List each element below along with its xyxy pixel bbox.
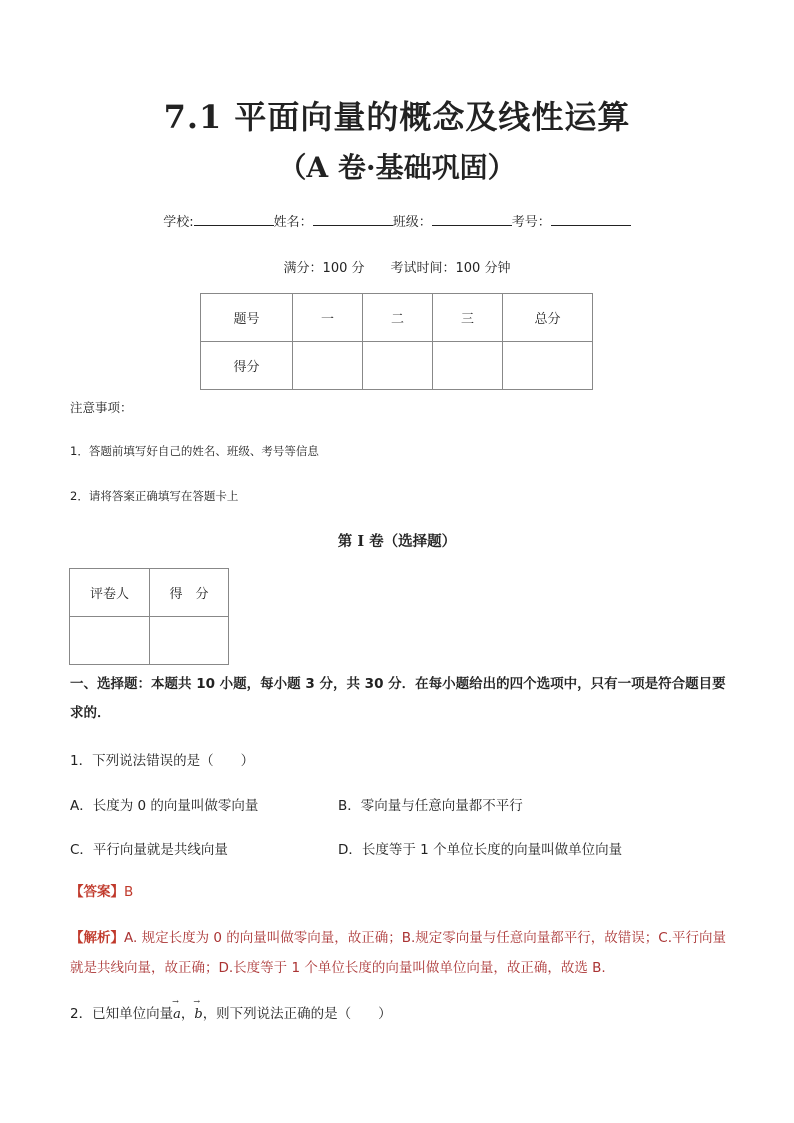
question-2-stem bbox=[70, 1002, 392, 1022]
vector-a: → a bbox=[173, 1007, 181, 1022]
grader-label: 评卷人 bbox=[70, 569, 150, 617]
class-field[interactable] bbox=[432, 212, 512, 226]
header-cell: 二 bbox=[363, 294, 433, 342]
option-c[interactable]: C．平行向量就是共线向量 bbox=[70, 842, 228, 858]
class-label: 班级： bbox=[392, 215, 432, 230]
part-title: 第 I 卷（选择题） bbox=[337, 533, 457, 550]
header-cell: 题号 bbox=[201, 294, 293, 342]
number-field[interactable] bbox=[551, 212, 631, 226]
score-cell[interactable] bbox=[503, 342, 593, 390]
document-title: 7.1 平面向量的概念及线性运算 bbox=[163, 98, 631, 136]
name-field[interactable] bbox=[313, 212, 393, 226]
q2-prefix: 2．已知单位向量 bbox=[70, 1006, 174, 1022]
answer-value: B bbox=[124, 884, 134, 900]
q2-sep: ， bbox=[180, 1006, 195, 1022]
note-item: 2．请将答案正确填写在答题卡上 bbox=[70, 489, 239, 503]
q2-suffix: ，则下列说法正确的是（ ） bbox=[202, 1006, 392, 1022]
row-label: 得分 bbox=[201, 342, 293, 390]
option-a[interactable]: A．长度为 0 的向量叫做零向量 bbox=[70, 798, 259, 814]
score-cell[interactable] bbox=[363, 342, 433, 390]
option-d[interactable]: D．长度等于 1 个单位长度的向量叫做单位向量 bbox=[338, 842, 623, 858]
header-cell: 一 bbox=[293, 294, 363, 342]
grader-cell[interactable] bbox=[70, 617, 150, 665]
score-table bbox=[200, 293, 593, 390]
header-cell: 三 bbox=[433, 294, 503, 342]
score-info bbox=[0, 257, 794, 276]
option-b[interactable]: B．零向量与任意向量都不平行 bbox=[338, 798, 523, 814]
grader-table bbox=[69, 568, 229, 665]
vector-b: → b bbox=[194, 1007, 202, 1022]
answer-line bbox=[70, 880, 133, 900]
student-info-line bbox=[0, 211, 794, 230]
grader-score-label: 得 分 bbox=[150, 569, 229, 617]
number-label: 考号： bbox=[511, 215, 551, 230]
name-label: 姓名： bbox=[273, 215, 313, 230]
document-subtitle: （A 卷·基础巩固） bbox=[278, 151, 516, 184]
answer-tag: 【答案】 bbox=[70, 884, 124, 900]
explanation-tag: 【解析】 bbox=[70, 930, 124, 946]
header-cell: 总分 bbox=[503, 294, 593, 342]
full-score: 满分：100 分 bbox=[283, 261, 365, 276]
explanation-text: A. 规定长度为 0 的向量叫做零向量，故正确；B.规定零向量与任意向量都平行，故错误；C.平行向量就是共线向量，故正确；D.长度等于 1 个单位长度的向量叫做单位向量，故正确，故选 B. bbox=[70, 930, 727, 976]
note-item: 1．答题前填写好自己的姓名、班级、考号等信息 bbox=[70, 444, 319, 458]
score-cell[interactable] bbox=[293, 342, 363, 390]
exam-time: 考试时间：100 分钟 bbox=[390, 261, 511, 276]
question-1-stem: 1．下列说法错误的是（ ） bbox=[70, 753, 255, 769]
explanation bbox=[70, 923, 730, 983]
notes-heading: 注意事项： bbox=[70, 400, 133, 415]
school-field[interactable] bbox=[194, 212, 274, 226]
grader-score-cell[interactable] bbox=[150, 617, 229, 665]
section-heading: 一、选择题：本题共 10 小题，每小题 3 分，共 30 分．在每小题给出的四个选项中，只有一项是符合题目要求的． bbox=[70, 676, 726, 721]
score-cell[interactable] bbox=[433, 342, 503, 390]
school-label: 学校: bbox=[163, 215, 194, 230]
